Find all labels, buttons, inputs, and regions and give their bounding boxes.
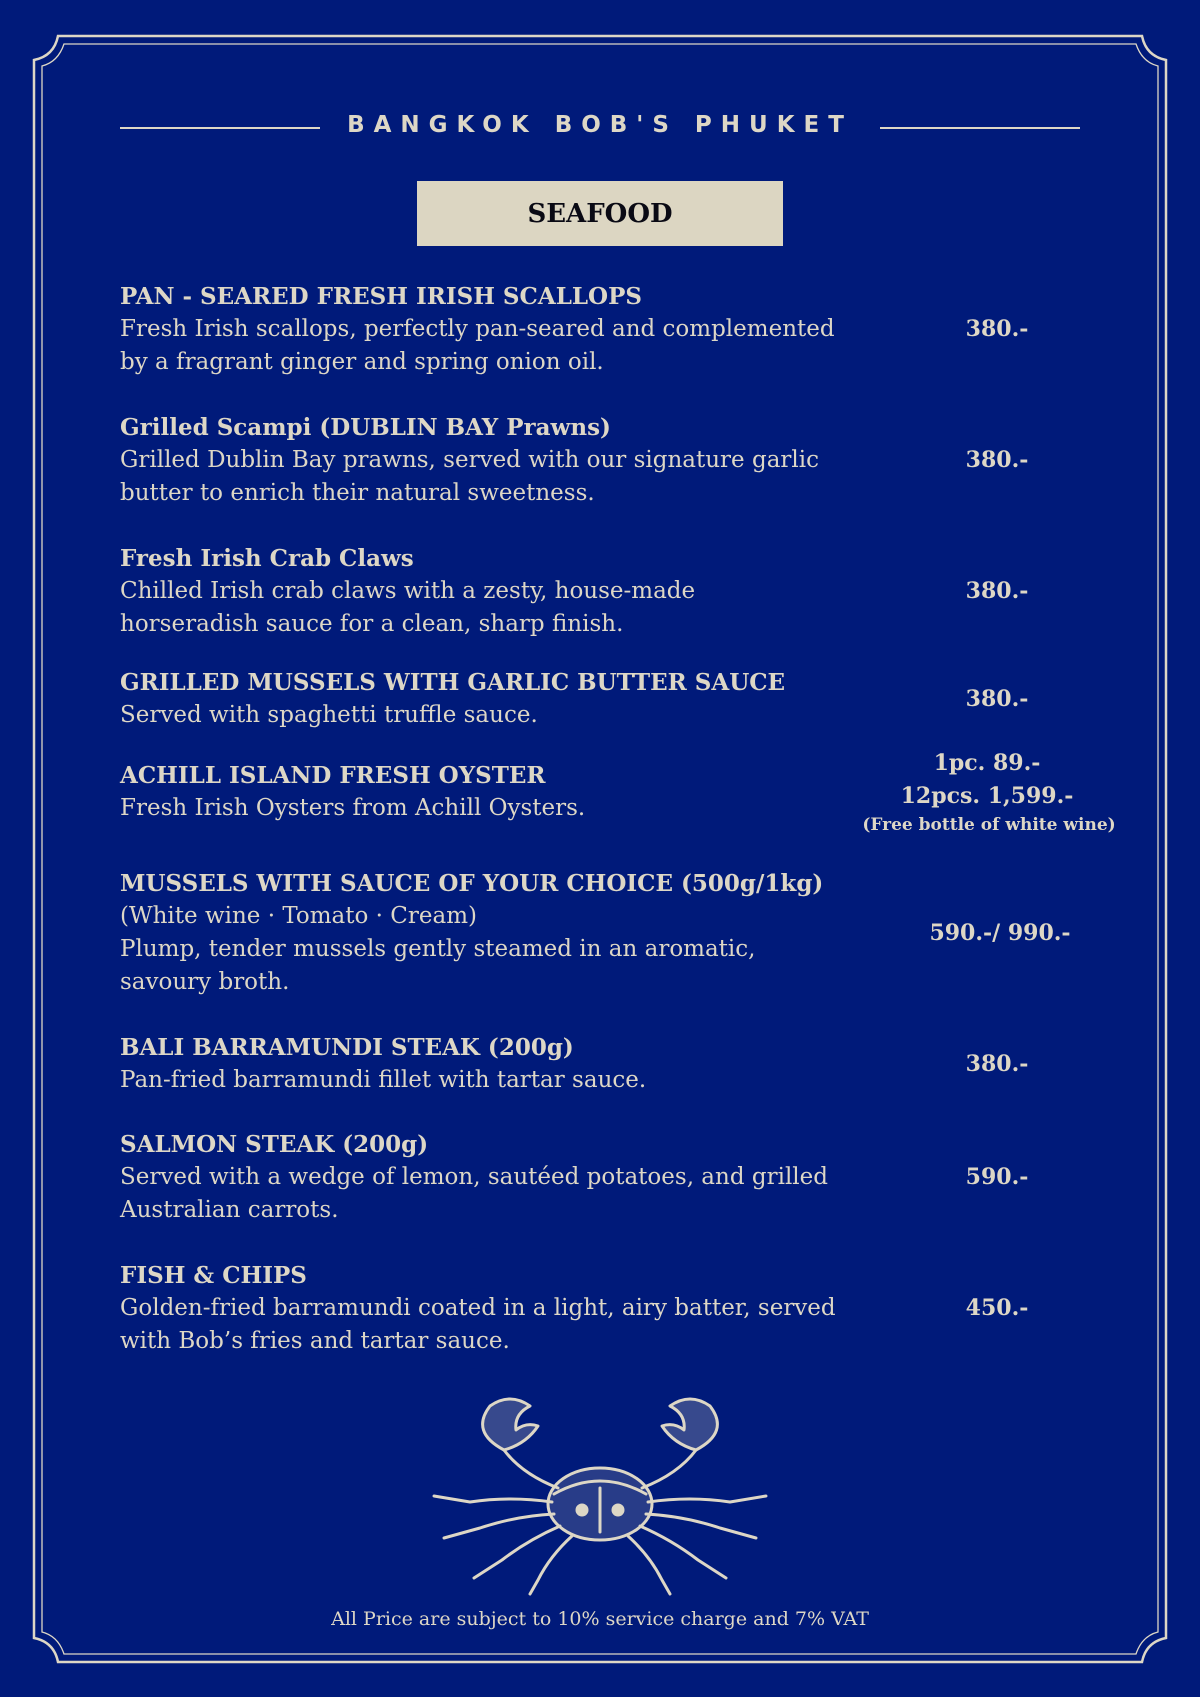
header-rule-right (880, 127, 1080, 129)
item-description: Fresh Irish Oysters from Achill Oysters. (120, 795, 586, 821)
item-description: Chilled Irish crab claws with a zesty, house-made horseradish sauce for a clean, sharp finish. (120, 578, 696, 637)
price-disclaimer: All Price are subject to 10% service charge and 7% VAT (331, 1608, 869, 1630)
oyster-price-dozen: 12pcs. 1,599.- (900, 783, 1074, 809)
item-name: MUSSELS WITH SAUCE OF YOUR CHOICE (500g/1kg) (120, 870, 824, 897)
item-name: FISH & CHIPS (120, 1262, 307, 1289)
item-price: 380.- (965, 1051, 1029, 1077)
item-description: Golden-fried barramundi coated in a light, airy batter, served with Bob’s fries and tartar sauce. (120, 1295, 836, 1354)
restaurant-name: BANGKOK BOB'S PHUKET (347, 112, 853, 138)
oyster-price-note: (Free bottle of white wine) (862, 815, 1116, 835)
menu-header (0, 108, 1200, 148)
item-description: Fresh Irish scallops, perfectly pan-seared and complemented by a fragrant ginger and spring onion oil. (120, 316, 835, 375)
item-price: 590.-/ 990.- (929, 920, 1071, 946)
item-price: 380.- (965, 578, 1029, 604)
item-name: PAN - SEARED FRESH IRISH SCALLOPS (120, 283, 642, 310)
item-description: (White wine · Tomato · Cream) Plump, tender mussels gently steamed in an aromatic, savoury broth. (120, 903, 756, 995)
oyster-price-single: 1pc. 89.- (933, 750, 1041, 776)
item-price: 380.- (965, 686, 1029, 712)
item-name: ACHILL ISLAND FRESH OYSTER (120, 762, 546, 789)
item-name: SALMON STEAK (200g) (120, 1131, 429, 1158)
item-name: Grilled Scampi (DUBLIN BAY Prawns) (120, 414, 611, 441)
item-name: Fresh Irish Crab Claws (120, 545, 414, 572)
section-title: SEAFOOD (417, 181, 783, 246)
item-name: BALI BARRAMUNDI STEAK (200g) (120, 1034, 574, 1061)
crab-icon (430, 1392, 770, 1598)
item-name: GRILLED MUSSELS WITH GARLIC BUTTER SAUCE (120, 669, 786, 696)
item-price: 380.- (965, 447, 1029, 473)
item-price: 450.- (965, 1295, 1029, 1321)
item-description: Grilled Dublin Bay prawns, served with our signature garlic butter to enrich their natural sweetness. (120, 447, 819, 506)
item-description: Pan-fried barramundi fillet with tartar sauce. (120, 1067, 647, 1093)
item-description: Served with spaghetti truffle sauce. (120, 702, 538, 728)
item-description: Served with a wedge of lemon, sautéed potatoes, and grilled Australian carrots. (120, 1164, 828, 1223)
item-price: 380.- (965, 316, 1029, 342)
item-price: 590.- (965, 1164, 1029, 1190)
